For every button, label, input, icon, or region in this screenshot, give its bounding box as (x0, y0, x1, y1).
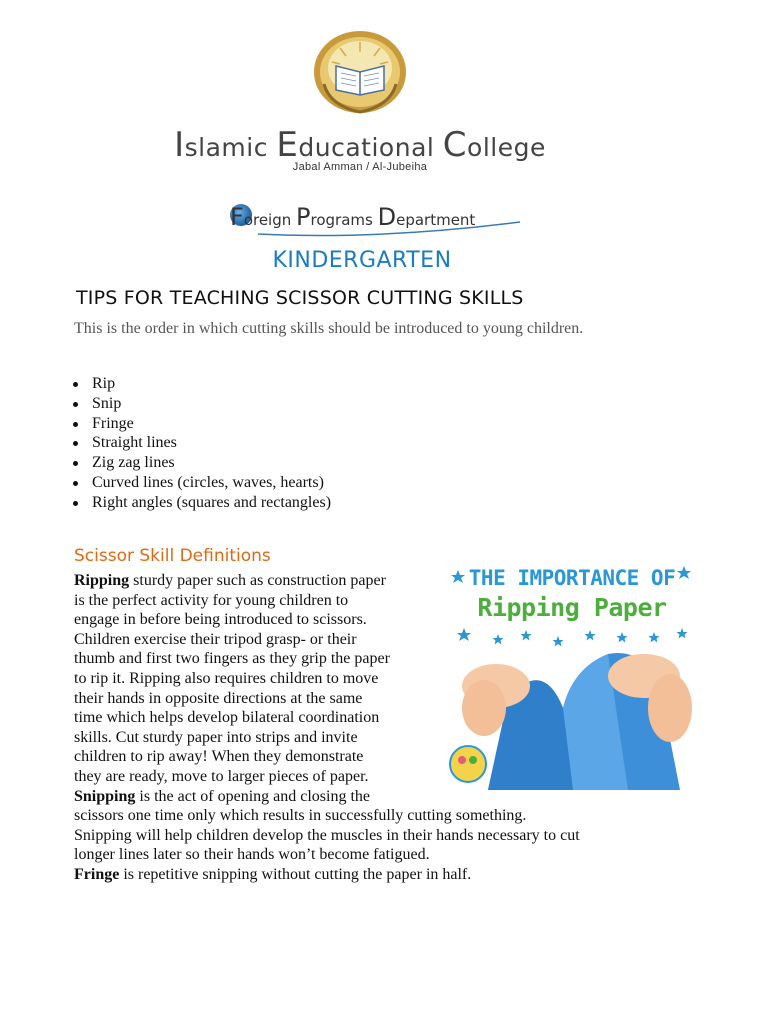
college-name-ollege: ollege (467, 133, 546, 162)
definition-term: Fringe (74, 865, 120, 883)
page-title: TIPS FOR TEACHING SCISSOR CUTTING SKILLS (76, 287, 524, 309)
definition-text: is the perfect activity for young children to (74, 591, 349, 609)
definition-text: Children exercise their tripod grasp- or their (74, 630, 357, 648)
illustration-title: THE IMPORTANCE OF (468, 566, 676, 590)
definition-text: sturdy paper such as construction paper (129, 572, 386, 589)
definition-line (74, 826, 580, 846)
definition-term: Snipping (74, 787, 136, 805)
list-item: Snip (72, 394, 331, 414)
definition-text: engage in before being introduced to scissors. (74, 611, 367, 629)
definition-text: to rip it. Ripping also requires children to move (74, 669, 379, 687)
definition-text: they are ready, move to larger pieces of paper. (74, 767, 369, 785)
dept-oreign: oreign (243, 211, 297, 229)
cutting-order-list (72, 374, 331, 513)
college-subtitle: Jabal Amman / Al-Jubeiha (292, 161, 428, 173)
list-item: Rip (72, 374, 331, 394)
list-item: Straight lines (72, 433, 331, 453)
definition-text: is the act of opening and closing the (135, 787, 370, 805)
department-name (230, 203, 530, 231)
definitions-heading: Scissor Skill Definitions (74, 546, 271, 566)
definition-text: their hands in opposite directions at the same (74, 689, 363, 707)
college-name-e: E (276, 125, 299, 165)
intro-paragraph: This is the order in which cutting skills should be introduced to young children. (74, 320, 584, 337)
list-item: Right angles (squares and rectangles) (72, 493, 331, 513)
definition-text: time which helps develop bilateral coordination (74, 709, 380, 727)
definition-text: longer lines later so their hands won’t become fatigued. (74, 846, 430, 864)
college-name-slamic: slamic (184, 133, 277, 162)
definition-text: children to rip away! When they demonstrate (74, 748, 364, 766)
open-book-emblem-icon (310, 28, 410, 116)
definition-text: thumb and first two fingers as they grip the paper (74, 650, 390, 668)
definition-line (74, 865, 580, 885)
list-item: Zig zag lines (72, 453, 331, 473)
college-name-c: C (442, 125, 468, 165)
college-name (150, 125, 570, 165)
dept-rograms: rograms (310, 211, 378, 229)
definition-line (74, 845, 580, 865)
definition-term: Ripping (74, 572, 130, 589)
definition-text: is repetitive snipping without cutting the paper in half. (119, 865, 472, 883)
dept-p: P (296, 203, 311, 231)
definition-line (74, 806, 580, 826)
list-item: Fringe (72, 414, 331, 434)
dept-d: D (377, 203, 397, 231)
definition-text: skills. Cut sturdy paper into strips and invite (74, 728, 358, 746)
list-item: Curved lines (circles, waves, hearts) (72, 473, 331, 493)
college-name-ducational: ducational (298, 133, 443, 162)
dept-f: F (230, 203, 244, 231)
illustration-subtitle: Ripping Paper (477, 593, 667, 622)
dept-epartment: epartment (396, 211, 476, 229)
college-name-i: I (174, 125, 185, 165)
section-heading: KINDERGARTEN (272, 248, 452, 273)
definition-text: Snipping will help children develop the muscles in their hands necessary to cut (74, 826, 580, 844)
definition-text: scissors one time only which results in successfully cutting something. (74, 807, 527, 825)
